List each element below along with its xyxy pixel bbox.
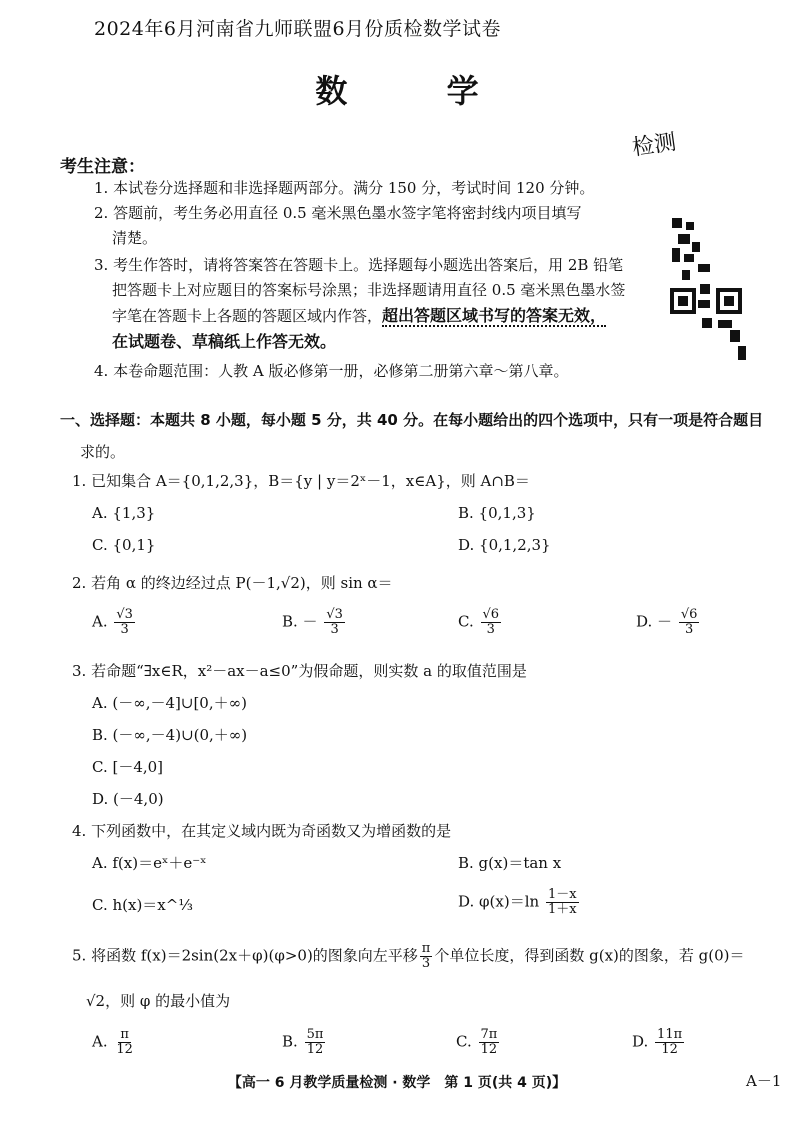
option-label: B. [282, 1032, 298, 1051]
denominator: 3 [120, 622, 129, 637]
option-label: D. － [636, 612, 673, 631]
fraction [305, 1028, 326, 1057]
denominator: 12 [116, 1042, 133, 1057]
question-4-option-a: A. f(x)＝eˣ＋e⁻ˣ [92, 854, 207, 872]
question-5-option-b [282, 1028, 327, 1057]
qr-code-icon [668, 214, 754, 370]
option-label: D. [632, 1032, 649, 1051]
notice-item-2-cont: 清楚。 [112, 229, 158, 247]
numerator: √6 [482, 607, 500, 622]
denominator: 3 [684, 622, 694, 637]
denominator: 3 [330, 622, 339, 637]
document-header-title: 2024年6月河南省九师联盟6月份质检数学试卷 [94, 18, 502, 40]
notice-title: 考生注意： [60, 157, 145, 177]
notice-item-4: 4. 本卷命题范围：人教 A 版必修第一册，必修第二册第六章～第八章。 [94, 362, 569, 380]
notice-item-3-text: 字笔在答题卡上各题的答题区域内作答， [112, 307, 383, 325]
fraction [479, 1028, 500, 1057]
denominator: 3 [486, 622, 495, 637]
question-4-option-c: C. h(x)＝x^⅓ [92, 896, 193, 914]
section-heading-line-1: 一、选择题：本题共 8 小题，每小题 5 分，共 40 分。在每小题给出的四个选项中，只有一项是符合题目 [60, 411, 764, 429]
notice-item-3-cont3 [94, 329, 654, 355]
denominator: 3 [421, 956, 431, 971]
numerator: √6 [680, 607, 698, 622]
subject-title: 数 学 [315, 72, 523, 110]
question-2-option-b [282, 608, 347, 637]
numerator: 11π [657, 1027, 683, 1042]
notice-item-3-cont2 [94, 303, 654, 329]
numerator: π [120, 1027, 129, 1042]
fraction [324, 608, 345, 637]
question-5-option-d [632, 1028, 686, 1057]
numerator: 1－x [547, 887, 577, 902]
notice-emphasis-1: 超出答题区域书写的答案无效， [382, 306, 607, 325]
option-label: B. － [282, 612, 318, 631]
stem-part-2: 个单位长度，得到函数 g(x)的图象，若 g(0)＝ [434, 946, 745, 965]
numerator: 7π [480, 1027, 498, 1042]
stem-part-1: 5. 将函数 f(x)＝2sin(2x＋φ)(φ>0)的图象向左平移 [72, 946, 418, 965]
question-2-option-c [458, 608, 503, 637]
fraction [655, 1028, 684, 1057]
fraction [546, 888, 579, 917]
option-label: C. [456, 1032, 472, 1051]
question-5-option-c [456, 1028, 501, 1057]
question-1-stem: 1. 已知集合 A＝{0,1,2,3}，B＝{y | y＝2ˣ－1，x∈A}，则 A∩B＝ [72, 472, 530, 490]
fraction [420, 942, 433, 971]
question-1-option-a: A. {1,3} [92, 504, 156, 522]
notice-list [94, 176, 654, 384]
fraction [114, 1028, 135, 1057]
question-2-option-d [636, 608, 701, 637]
page-footer: 【高一 6 月教学质量检测 · 数学 第 1 页(共 4 页)】 [227, 1075, 567, 1091]
question-3-option-d: D. (－4,0) [92, 790, 164, 808]
question-2-option-a [92, 608, 137, 637]
notice-item-3: 3. 考生作答时，请将答案答在答题卡上。选择题每小题选出答案后，用 2B 铅笔 [94, 256, 624, 274]
notice-item-2: 2. 答题前，考生务必用直径 0.5 毫米黑色墨水签字笔将密封线内项目填写 [94, 204, 582, 222]
question-5-stem-cont: √2，则 φ 的最小值为 [86, 992, 231, 1010]
fraction [114, 608, 135, 637]
stamp-text: 检测 [630, 130, 678, 161]
option-label: C. [458, 612, 474, 631]
question-3-option-a: A. (－∞,－4]∪[0,＋∞) [92, 694, 247, 712]
question-1-option-d: D. {0,1,2,3} [458, 536, 551, 554]
numerator: 5π [306, 1027, 324, 1042]
notice-item-1: 1. 本试卷分选择题和非选择题两部分。满分 150 分，考试时间 120 分钟。 [94, 179, 595, 197]
section-heading-line-2: 求的。 [80, 443, 126, 461]
question-1-option-b: B. {0,1,3} [458, 504, 536, 522]
question-4-option-b: B. g(x)＝tan x [458, 854, 562, 872]
denominator: 12 [661, 1042, 678, 1057]
numerator: √3 [326, 607, 343, 622]
notice-item-3-cont: 把答题卡上对应题目的答案标号涂黑；非选择题请用直径 0.5 毫米黑色墨水签 [112, 281, 626, 299]
option-label: D. φ(x)＝ln [458, 892, 540, 911]
question-2-stem: 2. 若角 α 的终边经过点 P(－1,√2)，则 sin α＝ [72, 574, 393, 592]
question-1-option-c: C. {0,1} [92, 536, 156, 554]
section-heading [60, 404, 780, 468]
option-label: A. [92, 1032, 108, 1051]
page-code: A－1 [746, 1072, 782, 1090]
question-4-option-d [458, 888, 581, 917]
denominator: 12 [480, 1042, 498, 1057]
numerator: π [421, 941, 431, 956]
fraction [679, 608, 700, 637]
question-3-stem: 3. 若命题“∃x∈R，x²－ax－a≤0”为假命题，则实数 a 的取值范围是 [72, 662, 527, 680]
question-3-option-c: C. [－4,0] [92, 758, 164, 776]
question-5-stem [72, 942, 788, 971]
question-5-option-a [92, 1028, 137, 1057]
option-label: A. [92, 612, 108, 631]
question-4-stem: 4. 下列函数中，在其定义域内既为奇函数又为增函数的是 [72, 822, 452, 840]
question-3-option-b: B. (－∞,－4)∪(0,＋∞) [92, 726, 248, 744]
numerator: √3 [116, 607, 133, 622]
fraction [481, 608, 502, 637]
denominator: 12 [306, 1042, 324, 1057]
notice-emphasis-2: 在试题卷、草稿纸上作答无效。 [112, 332, 337, 351]
denominator: 1＋x [547, 902, 577, 917]
